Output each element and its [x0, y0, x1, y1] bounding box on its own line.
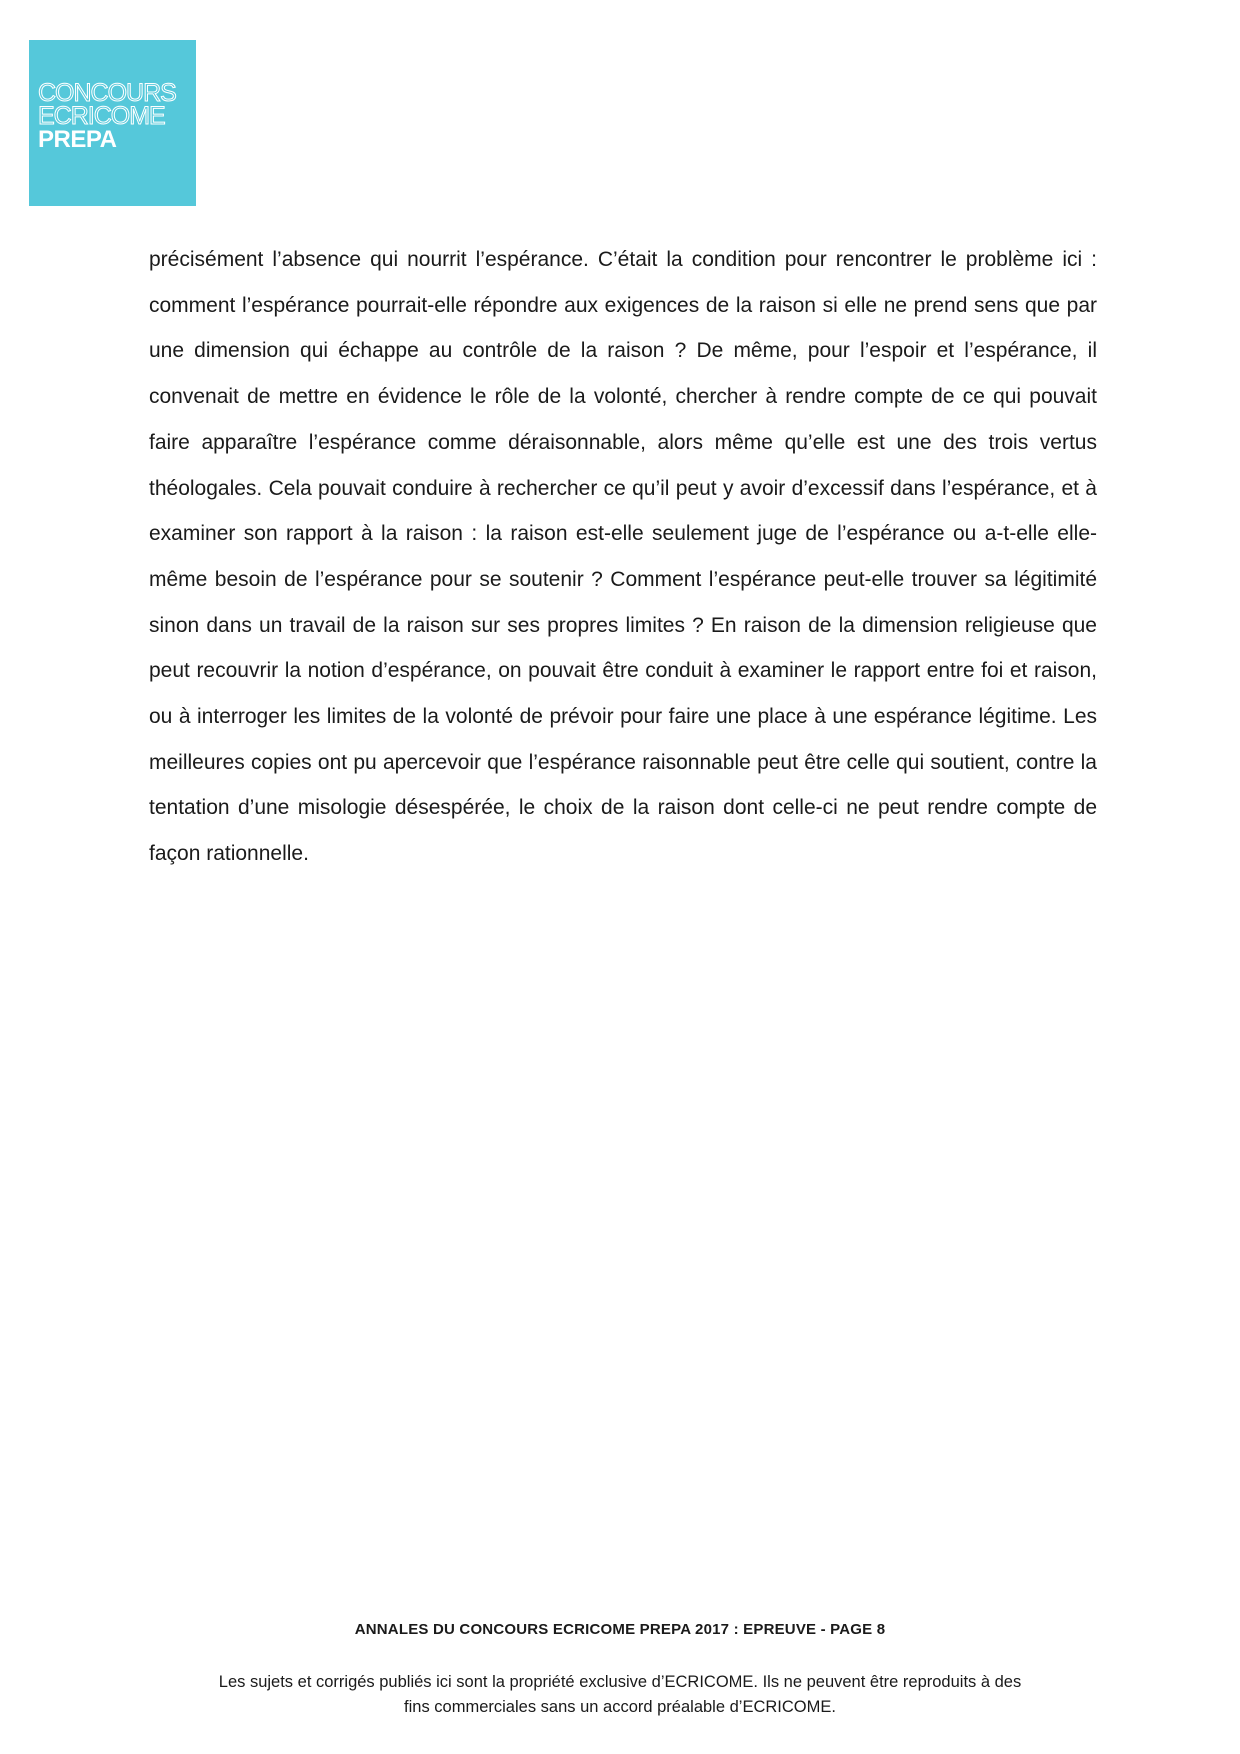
body-paragraph: précisément l’absence qui nourrit l’espérance. C’était la condition pour rencontrer le problème ici : comment l’espérance pourrait-elle répondre aux exigences de la raison si elle ne prend sens que par une dimension qui échappe au contrôle de la raison ? De même, pour l’espoir et l’espérance, il convenait de mettre en évidence le rôle de la volonté, chercher à rendre compte de ce qui pouvait faire apparaître l’espérance comme déraisonnable, alors même qu’elle est une des trois vertus théologales. Cela pouvait conduire à rechercher ce qu’il peut y avoir d’excessif dans l’espérance, et à examiner son rapport à la raison : la raison est-elle seulement juge de l’espérance ou a-t-elle elle-même besoin de l’espérance pour se soutenir ? Comment l’espérance peut-elle trouver sa légitimité sinon dans un travail de la raison sur ses propres limites ? En raison de la dimension religieuse que peut recouvrir la notion d’espérance, on pouvait être conduit à examiner le rapport entre foi et raison, ou à interroger les limites de la volonté de prévoir pour faire une place à une espérance légitime. Les meilleures copies ont pu apercevoir que l’espérance raisonnable peut être celle qui soutient, contre la tentation d’une misologie désespérée, le choix de la raison dont celle-ci ne peut rendre compte de façon rationnelle. [149, 248, 1097, 866]
ecricome-logo [29, 40, 196, 206]
footer-note-line-2: fins commerciales sans un accord préalable d’ECRICOME. [404, 1698, 836, 1716]
document-body [149, 237, 1097, 877]
logo-line-ecricome: ECRICOME [38, 102, 165, 130]
footer-title: ANNALES DU CONCOURS ECRICOME PREPA 2017 : EPREUVE - PAGE 8 [354, 1621, 886, 1638]
logo-line-prepa: PREPA [38, 126, 117, 153]
footer-copyright-note [100, 1670, 1140, 1720]
footer-note-line-1: Les sujets et corrigés publiés ici sont la propriété exclusive d’ECRICOME. Ils ne peuvent être reproduits à des [218, 1673, 1022, 1691]
logo-line-concours: CONCOURS [38, 79, 176, 107]
